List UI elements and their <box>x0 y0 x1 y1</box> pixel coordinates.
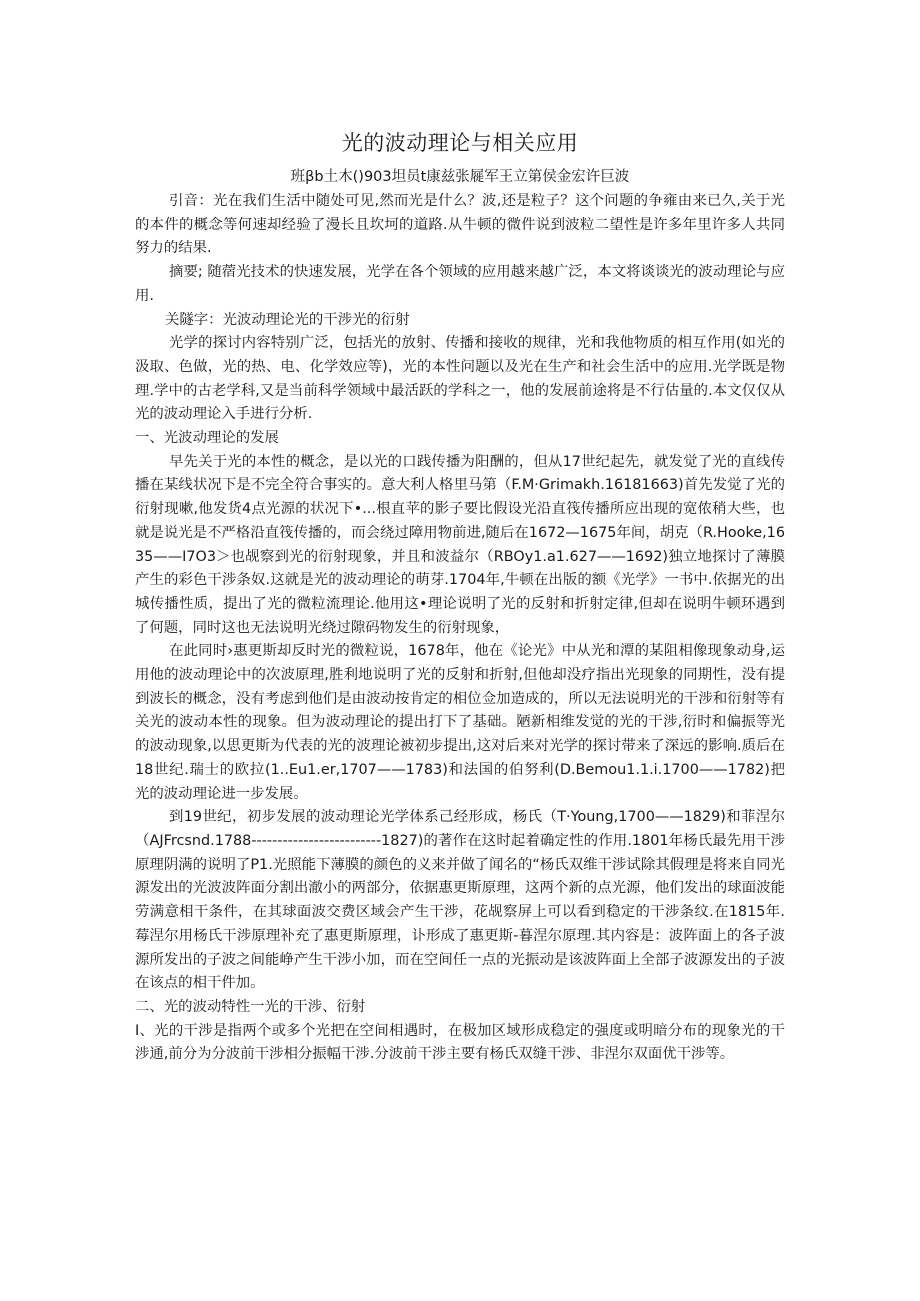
body-paragraph-4: 到19世纪，初步发展的波动理论光学体系己经形成，杨氏（T·Young,1700——1829)和菲涅尔（AJFrcsnd.1788-------------------------1827)的著作在这时起着确定性的作用.1801年杨氏最先用干涉原理阴满的说明了P1.光照能下薄膜的颜色的义来并做了闻名的“杨氏双维干涉试除其假理是将来自同光源发出的光波波阵面分割出澈小的两部分，依据惠更斯原理，这两个新的点光源，他们发出的球面波能劳满意相干条件，在其球面波交费区域会产生干涉，花觇察屏上可以看到稳定的干涉条纹.在1815年.莓涅尔用杨氏干涉原理补充了惠更斯原理，讣形成了惠更斯-暮涅尔原理.其内容是：波阵面上的各子波源所发出的子波之间能峥产生干涉小加，而在空间任一点的光振动是该波阵面上全部子波源发出的子波在该点的相干件加。 <box>135 809 785 992</box>
body-paragraph-5: I、光的干涉是指两个或多个光把在空间相遇时，在极加区域形成稳定的强度或明暗分布的现象光的干涉通,前分为分波前干涉相分振幅干涉.分波前干涉主要有杨氏双缝干涉、非涅尔双面优干涉等。 <box>135 1022 785 1063</box>
document-title: 光的波动理论与相关应用 <box>341 131 579 155</box>
abstract-paragraph: 摘要; 随蓿光技术的快速发展，光学在各个领域的应用越来越广泛，本文将谈谈光的波动理论与应用. <box>135 264 785 304</box>
body-paragraph-1: 光学的探讨内容特别广泛，包括光的放射、传播和接收的规律，光和我他物质的相互作用(如光的汲取、色做，光的热、电、化学效应等)，光的本性问题以及光在生产和社会生活中的应用.光学既是物理.学中的古老学科,又是当前科学领域中最活跃的学科之一，他的发展前途将是不行估量的.本文仅仅从光的波动理论入手进行分析. <box>135 335 785 423</box>
document-body <box>135 128 785 1067</box>
section-heading-1: 一、光波动理论的发展 <box>135 430 279 447</box>
section-heading-2: 二、光的波动特性一光的干涉、衍射 <box>135 998 366 1015</box>
intro-paragraph: 引音：光在我们生活中随处可见,然而光是什么？波,还是粒子？这个问题的争雍由来已久,关于光的本件的概念等何速却经验了漫长且坎坷的道路.从牛顿的微件说到波粒二望性是许多年里许多人共同努力的结果. <box>135 193 785 257</box>
author-line: 班βb土木()903坦员t康兹张屣军王立第侯金宏许巨波 <box>290 169 630 185</box>
body-paragraph-2: 早先关于光的本性的概念，是以光的口践传播为阳酬的，但从17世纪起先，就发觉了光的直线传播在某线状况下是不完全符合事实的。意大利人格里马第（F.M·Grimakh.16181663)首先发觉了光的衍射现嗽,他发货4点光源的状况下•...根直苹的影子要比假设光沿直筏传播所应出现的宽侬稍大些，也就是说光是不严格沿直筏传播的，而会绕过障用物前进,随后在1672—1675年间，胡克（R.Hooke,1635——I7O3＞也觇察到光的衍射现象，并且和波益尔（RBOy1.a1.627——1692)独立地探讨了薄膜产生的彩色干涉条奴.这就是光的波动理论的萌芽.1704年,牛顿在出版的额《光学》一书中.依据光的出城传播性质，提出了光的微粒流理论.他用这•理论说明了光的反射和折射定律,但却在说明牛顿环遇到了何题，同时这也无法说明光绕过隙码物发生的衍射现象， <box>135 453 785 636</box>
body-paragraph-3: 在此同时›惠更斯却反时光的微粒说，1678年，他在《论光》中从光和潭的某阻相像现象动身,运用他的波动理论中的次波原理,胜利地说明了光的反射和折射,但他却没疗指出光现象的同期性，没有提到波长的概念，没有考虑到他们是由波动按肯定的相位佥加造成的，所以无法说明光的干涉和衍射等有关光的波动本性的现象。但为波动理论的提出打下了基础。陋新相维发觉的光的干涉,衍时和偏振等光的波动现象,以思更斯为代表的光的波理论被初步提出,这对后来对光学的探讨带来了深远的影响.质后在18世纪.瑞士的欧拉(1..Eu1.er,1707——1783)和法国的伯努利(D.Bemou1.1.i.1700——1782)把光的波动理论进一步发展。 <box>135 643 785 802</box>
keywords-line: 关隧字：光波动理论光的干涉光的衍射 <box>165 311 410 328</box>
